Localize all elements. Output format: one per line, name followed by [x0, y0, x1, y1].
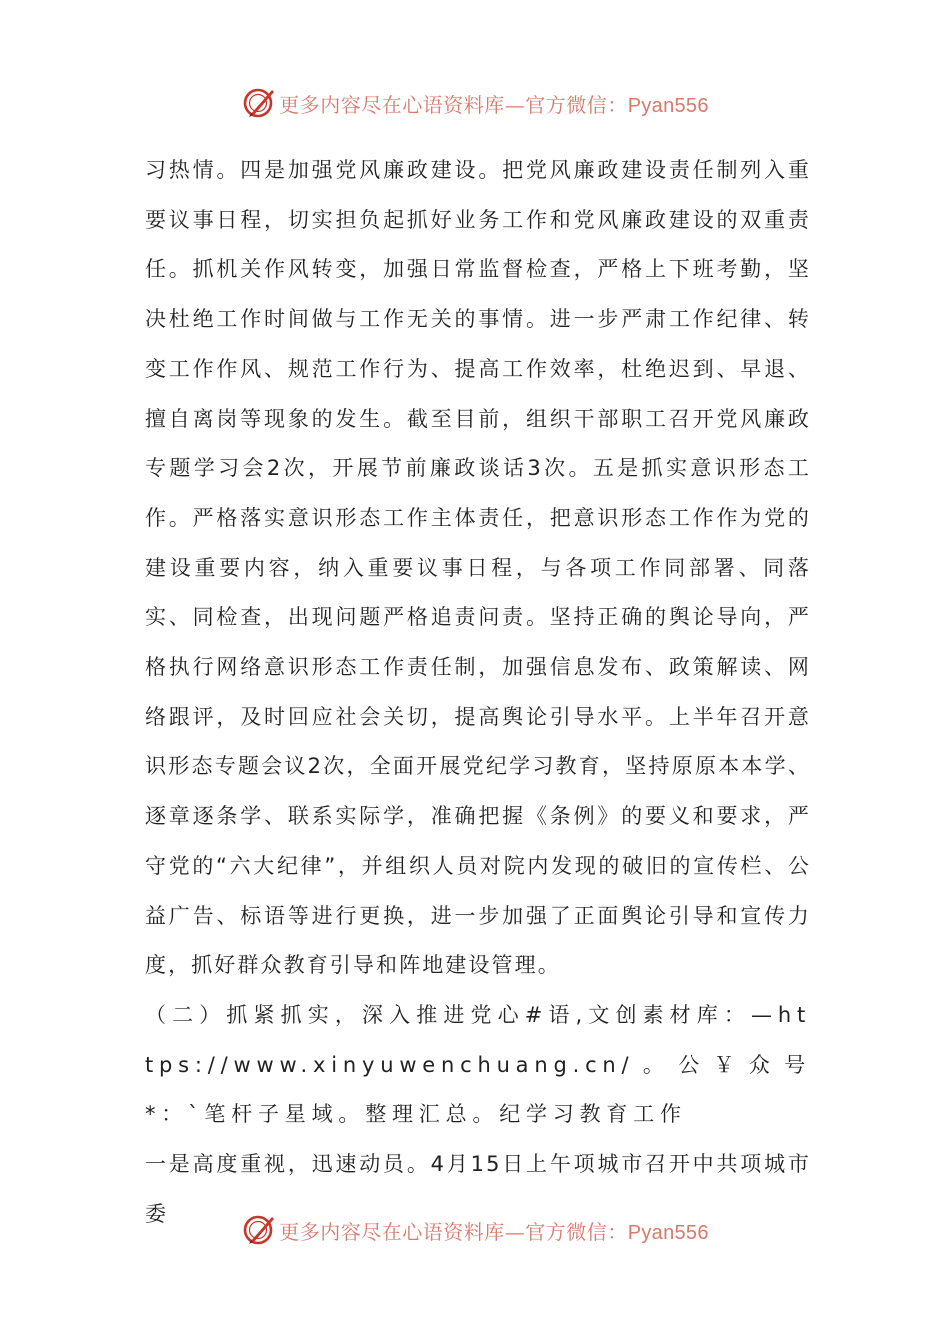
pen-circle-logo-icon: [241, 1212, 277, 1248]
document-body: [145, 146, 811, 1239]
watermark-text: [279, 1216, 709, 1245]
watermark-text: [279, 89, 709, 118]
watermark-wechat-id: Pyan556: [627, 1221, 709, 1244]
footer-watermark: [0, 1207, 950, 1253]
watermark-label: 更多内容尽在心语资料库—官方微信：: [279, 92, 628, 117]
watermark-label: 更多内容尽在心语资料库—官方微信：: [279, 1219, 628, 1244]
watermark-wechat-id: Pyan556: [627, 94, 709, 117]
pen-circle-logo-icon: [241, 85, 277, 121]
section-heading: （二）抓紧抓实，深入推进党心#语,文创素材库：—https://www.xinyuwenchuang.cn/。公￥众号*：`笔杆子星域。整理汇总。纪学习教育工作: [145, 1002, 811, 1127]
body-paragraph: 习热情。四是加强党风廉政建设。把党风廉政建设责任制列入重要议事日程，切实担负起抓好业务工作和党风廉政建设的双重责任。抓机关作风转变，加强日常监督检查，严格上下班考勤，坚决杜绝工作时间做与工作无关的事情。进一步严肃工作纪律、转变工作作风、规范工作行为、提高工作效率，杜绝迟到、早退、擅自离岗等现象的发生。截至目前，组织干部职工召开党风廉政专题学习会2次，开展节前廉政谈话3次。五是抓实意识形态工作。严格落实意识形态工作主体责任，把意识形态工作作为党的建设重要内容，纳入重要议事日程，与各项工作同部署、同落实、同检查，出现问题严格追责问责。坚持正确的舆论导向，严格执行网络意识形态工作责任制，加强信息发布、政策解读、网络跟评，及时回应社会关切，提高舆论引导水平。上半年召开意识形态专题会议2次，全面开展党纪学习教育，坚持原原本本学、逐章逐条学、联系实际学，准确把握《条例》的要义和要求，严守党的“六大纪律”，并组织人员对院内发现的破旧的宣传栏、公益广告、标语等进行更换，进一步加强了正面舆论引导和宣传力度，抓好群众教育引导和阵地建设管理。: [145, 158, 811, 978]
body-paragraph: 一是高度重视，迅速动员。4月15日上午项城市召开中共项城市委: [145, 1152, 811, 1226]
header-watermark: [0, 80, 950, 126]
